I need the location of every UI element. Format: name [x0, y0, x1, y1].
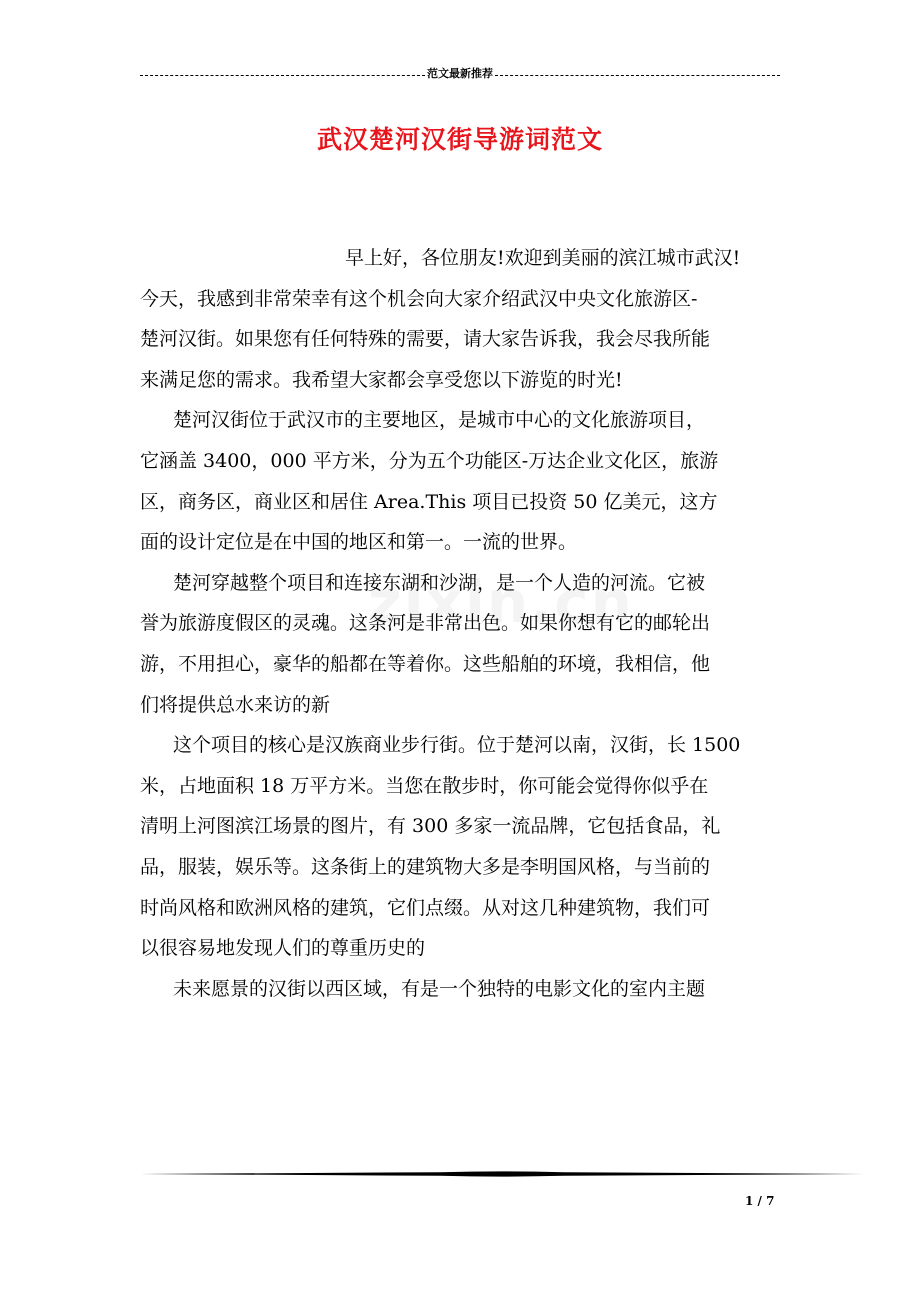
paragraph-2 — [140, 400, 783, 562]
text-line: 面的设计定位是在中国的地区和第一。一流的世界。 — [140, 531, 578, 554]
text-line: 清明上河图滨江场景的图片，有 300 多家一流品牌，它包括食品，礼 — [140, 815, 721, 838]
header-label: 范文最新推荐 — [427, 67, 493, 80]
text-line: 品，服装，娱乐等。这条街上的建筑物大多是李明国风格，与当前的 — [140, 855, 711, 878]
paragraph-3 — [140, 563, 783, 725]
header-dash-right — [495, 75, 780, 76]
page-number: 1 / 7 — [745, 1194, 775, 1208]
text-line: 游，不用担心，豪华的船都在等着你。这些船舶的环境，我相信，他 — [140, 652, 711, 675]
text-line: 这个项目的核心是汉族商业步行街。位于楚河以南，汉街，长 1500 — [173, 734, 741, 757]
document-body — [140, 238, 783, 1009]
page-header — [140, 66, 780, 82]
text-line: 楚河汉街位于武汉市的主要地区，是城市中心的文化旅游项目， — [173, 409, 706, 432]
text-line: 以很容易地发现人们的尊重历史的 — [140, 937, 426, 960]
text-line: 誉为旅游度假区的灵魂。这条河是非常出色。如果你想有它的邮轮出 — [140, 612, 711, 635]
text-line: 楚河汉街。如果您有任何特殊的需要，请大家告诉我，我会尽我所能 — [140, 328, 711, 351]
paragraph-4 — [140, 725, 783, 969]
footer-rule — [140, 1166, 864, 1180]
text-line: 今天，我感到非常荣幸有这个机会向大家介绍武汉中央文化旅游区- — [140, 287, 698, 310]
text-line: 区，商务区，商业区和居住 Area.This 项目已投资 50 亿美元，这方 — [140, 490, 718, 513]
paragraph-1 — [140, 238, 783, 400]
document-title: 武汉楚河汉街导游词范文 — [316, 125, 603, 154]
text-line: 未来愿景的汉街以西区域，有是一个独特的电影文化的室内主题 — [173, 977, 706, 1000]
text-line: 米，占地面积 18 万平方米。当您在散步时，你可能会觉得你似乎在 — [140, 774, 709, 797]
text-line: 它涵盖 3400，000 平方米，分为五个功能区-万达企业文化区，旅游 — [140, 449, 719, 472]
text-line: 来满足您的需求。我希望大家都会享受您以下游览的时光! — [140, 368, 623, 391]
paragraph-5 — [140, 969, 783, 1010]
text-line: 楚河穿越整个项目和连接东湖和沙湖，是一个人造的河流。它被 — [173, 571, 706, 594]
header-dash-left — [140, 75, 425, 76]
text-line: 早上好，各位朋友!欢迎到美丽的滨江城市武汉! — [345, 247, 741, 269]
text-line: 们将提供总水来访的新 — [140, 693, 331, 716]
text-line: 时尚风格和欧洲风格的建筑，它们点缀。从对这几种建筑物，我们可 — [140, 896, 711, 919]
